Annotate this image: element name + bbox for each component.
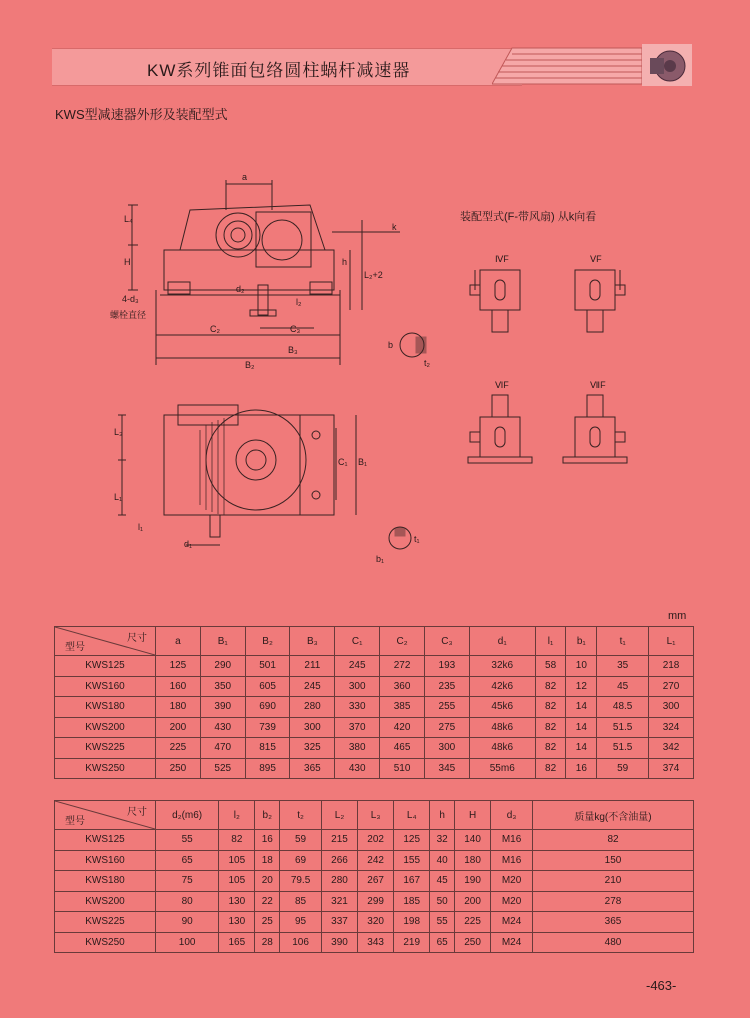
dim-b: b bbox=[388, 340, 394, 350]
table-cell: 321 bbox=[321, 891, 357, 912]
table-cell: 14 bbox=[566, 738, 597, 759]
table-cell: 690 bbox=[245, 697, 290, 718]
table-cell: 280 bbox=[321, 871, 357, 892]
table-cell: M20 bbox=[491, 871, 533, 892]
table2-col-header: d₂(m6) bbox=[156, 801, 219, 830]
table-cell: 59 bbox=[280, 830, 322, 851]
table-cell: 85 bbox=[280, 891, 322, 912]
table-cell: 50 bbox=[430, 891, 455, 912]
table-cell: 324 bbox=[649, 717, 694, 738]
table-cell: 130 bbox=[219, 891, 255, 912]
assembly-title: 装配型式(F-带风扇) 从k向看 bbox=[460, 211, 597, 223]
assembly-label-6f: ⅥF bbox=[495, 380, 509, 390]
table-cell: 130 bbox=[219, 912, 255, 933]
table1-col-header: B₃ bbox=[290, 627, 335, 656]
table-cell: 300 bbox=[424, 738, 469, 759]
dim-l3: L₃ bbox=[114, 427, 123, 437]
table-cell: 105 bbox=[219, 871, 255, 892]
table-cell: 106 bbox=[280, 932, 322, 953]
table-cell: 82 bbox=[535, 717, 566, 738]
table-1-body bbox=[55, 656, 694, 779]
table-2-body bbox=[55, 830, 694, 953]
table-row bbox=[55, 717, 694, 738]
front-view bbox=[128, 180, 400, 365]
table-cell: 337 bbox=[321, 912, 357, 933]
table-row bbox=[55, 697, 694, 718]
dim-b3: B₃ bbox=[288, 345, 298, 355]
table-cell: 198 bbox=[394, 912, 430, 933]
table-cell: 210 bbox=[533, 871, 694, 892]
table-cell: 299 bbox=[358, 891, 394, 912]
top-view bbox=[118, 405, 356, 545]
table-cell: 211 bbox=[290, 656, 335, 677]
table-cell: 82 bbox=[533, 830, 694, 851]
table2-col-header: d₃ bbox=[491, 801, 533, 830]
shaft-key-section-top bbox=[400, 333, 426, 357]
dim-k: k bbox=[392, 222, 397, 232]
table-cell: 35 bbox=[597, 656, 649, 677]
table-cell: 40 bbox=[430, 850, 455, 871]
table-cell: 342 bbox=[649, 738, 694, 759]
table-cell: 300 bbox=[649, 697, 694, 718]
table-cell: KWS250 bbox=[55, 758, 156, 779]
table-cell: 255 bbox=[424, 697, 469, 718]
table-cell: 385 bbox=[380, 697, 425, 718]
table-cell: KWS250 bbox=[55, 932, 156, 953]
table1-col-header: B₂ bbox=[245, 627, 290, 656]
table-cell: M16 bbox=[491, 830, 533, 851]
table-cell: 275 bbox=[424, 717, 469, 738]
dim-l4: L₄ bbox=[124, 214, 133, 224]
table-row bbox=[55, 891, 694, 912]
table1-col-header: B₁ bbox=[200, 627, 245, 656]
table-cell: 180 bbox=[156, 697, 201, 718]
table-cell: 300 bbox=[290, 717, 335, 738]
table1-col-header: C₁ bbox=[335, 627, 380, 656]
table-cell: 739 bbox=[245, 717, 290, 738]
table-cell: 125 bbox=[394, 830, 430, 851]
table-cell: 350 bbox=[200, 676, 245, 697]
table-cell: 470 bbox=[200, 738, 245, 759]
table-cell: 48k6 bbox=[469, 717, 535, 738]
table-cell: 374 bbox=[649, 758, 694, 779]
dim-a: a bbox=[242, 172, 248, 182]
table-cell: 80 bbox=[156, 891, 219, 912]
table-cell: 22 bbox=[255, 891, 280, 912]
table-cell: 272 bbox=[380, 656, 425, 677]
table-cell: 69 bbox=[280, 850, 322, 871]
dim-l2: L₂+2 bbox=[364, 270, 383, 280]
assembly-views bbox=[468, 270, 627, 463]
table2-col-header: H bbox=[455, 801, 491, 830]
table-cell: KWS180 bbox=[55, 697, 156, 718]
table-cell: 325 bbox=[290, 738, 335, 759]
dim-4-d3: 4-d₃ bbox=[122, 294, 139, 304]
table-cell: 430 bbox=[335, 758, 380, 779]
table-cell: 365 bbox=[290, 758, 335, 779]
table-cell: 95 bbox=[280, 912, 322, 933]
table1-col-header: d₁ bbox=[469, 627, 535, 656]
table-cell: 360 bbox=[380, 676, 425, 697]
table-cell: 218 bbox=[649, 656, 694, 677]
table2-col-header: h bbox=[430, 801, 455, 830]
table1-col-header: L₁ bbox=[649, 627, 694, 656]
table-cell: 25 bbox=[255, 912, 280, 933]
table-cell: M24 bbox=[491, 912, 533, 933]
table-cell: 330 bbox=[335, 697, 380, 718]
table-cell: 82 bbox=[219, 830, 255, 851]
table-row bbox=[55, 738, 694, 759]
table-cell: 82 bbox=[535, 676, 566, 697]
table-cell: KWS200 bbox=[55, 891, 156, 912]
table-row bbox=[55, 912, 694, 933]
table-cell: 48.5 bbox=[597, 697, 649, 718]
table-cell: 10 bbox=[566, 656, 597, 677]
table-cell: 280 bbox=[290, 697, 335, 718]
bolt-label: 螺栓直径 bbox=[110, 310, 147, 320]
table-cell: 365 bbox=[533, 912, 694, 933]
table-cell: 605 bbox=[245, 676, 290, 697]
table-cell: 125 bbox=[156, 656, 201, 677]
table-cell: 82 bbox=[535, 758, 566, 779]
table-2-header bbox=[55, 801, 694, 830]
table-cell: 16 bbox=[255, 830, 280, 851]
table-cell: 200 bbox=[156, 717, 201, 738]
table-cell: 390 bbox=[200, 697, 245, 718]
dim-b2: B₂ bbox=[245, 360, 255, 370]
dim-t2: t₂ bbox=[424, 358, 430, 368]
table-cell: 300 bbox=[335, 676, 380, 697]
table-cell: 150 bbox=[533, 850, 694, 871]
table-row bbox=[55, 830, 694, 851]
table-cell: 14 bbox=[566, 717, 597, 738]
page-title: KW系列锥面包络圆柱蜗杆减速器 bbox=[147, 61, 411, 80]
table-cell: KWS225 bbox=[55, 912, 156, 933]
table2-col-header: l₂ bbox=[219, 801, 255, 830]
table-cell: 200 bbox=[455, 891, 491, 912]
table-cell: 42k6 bbox=[469, 676, 535, 697]
table2-col-header: b₂ bbox=[255, 801, 280, 830]
table-row bbox=[55, 758, 694, 779]
table-cell: 480 bbox=[533, 932, 694, 953]
table-cell: 250 bbox=[455, 932, 491, 953]
table-cell: KWS225 bbox=[55, 738, 156, 759]
dimension-table-2 bbox=[54, 800, 694, 953]
table-cell: 165 bbox=[219, 932, 255, 953]
table-cell: 79.5 bbox=[280, 871, 322, 892]
table-cell: 193 bbox=[424, 656, 469, 677]
table-cell: 32 bbox=[430, 830, 455, 851]
table2-col-header: L₂ bbox=[321, 801, 357, 830]
table-row bbox=[55, 676, 694, 697]
table-cell: M24 bbox=[491, 932, 533, 953]
table-cell: 278 bbox=[533, 891, 694, 912]
table-cell: 155 bbox=[394, 850, 430, 871]
table-cell: 245 bbox=[290, 676, 335, 697]
table-cell: 345 bbox=[424, 758, 469, 779]
table-cell: KWS125 bbox=[55, 656, 156, 677]
dim-l1: L₁ bbox=[114, 492, 123, 502]
table-row bbox=[55, 850, 694, 871]
table-cell: 510 bbox=[380, 758, 425, 779]
dim-c3: C₃ bbox=[290, 324, 301, 334]
table-2-corner: 尺寸 型号 bbox=[55, 801, 156, 830]
table-row bbox=[55, 656, 694, 677]
dim-l1-shaft: l₁ bbox=[138, 522, 144, 532]
dim-h-small: h bbox=[342, 257, 348, 267]
table-cell: 267 bbox=[358, 871, 394, 892]
table-cell: 16 bbox=[566, 758, 597, 779]
table-cell: 430 bbox=[200, 717, 245, 738]
table-cell: 320 bbox=[358, 912, 394, 933]
table-cell: 20 bbox=[255, 871, 280, 892]
dim-t1: t₁ bbox=[414, 534, 420, 544]
table-cell: 167 bbox=[394, 871, 430, 892]
dim-c2: C₂ bbox=[210, 324, 220, 334]
assembly-label-7f: ⅦF bbox=[590, 380, 606, 390]
table-cell: 266 bbox=[321, 850, 357, 871]
table-cell: KWS160 bbox=[55, 676, 156, 697]
table-cell: 28 bbox=[255, 932, 280, 953]
shaft-key-section-bottom bbox=[389, 527, 411, 549]
table-cell: 45 bbox=[430, 871, 455, 892]
dim-h-upper: H bbox=[124, 257, 131, 267]
table-cell: 55 bbox=[430, 912, 455, 933]
table-cell: 250 bbox=[156, 758, 201, 779]
table-cell: KWS125 bbox=[55, 830, 156, 851]
table-cell: 55m6 bbox=[469, 758, 535, 779]
table-1-corner: 尺寸 型号 bbox=[55, 627, 156, 656]
table-cell: 202 bbox=[358, 830, 394, 851]
table-cell: 51.5 bbox=[597, 717, 649, 738]
table-cell: 242 bbox=[358, 850, 394, 871]
assembly-label-4f: ⅣF bbox=[495, 254, 509, 264]
table-cell: KWS200 bbox=[55, 717, 156, 738]
table-cell: M20 bbox=[491, 891, 533, 912]
table-cell: 82 bbox=[535, 697, 566, 718]
table-cell: 82 bbox=[535, 738, 566, 759]
table-cell: 59 bbox=[597, 758, 649, 779]
table-cell: 215 bbox=[321, 830, 357, 851]
table-cell: 370 bbox=[335, 717, 380, 738]
table-cell: 18 bbox=[255, 850, 280, 871]
table-cell: 58 bbox=[535, 656, 566, 677]
table1-col-header: C₂ bbox=[380, 627, 425, 656]
table2-col-header: L₃ bbox=[358, 801, 394, 830]
table-row bbox=[55, 932, 694, 953]
table-cell: 32k6 bbox=[469, 656, 535, 677]
table-cell: 245 bbox=[335, 656, 380, 677]
table2-col-header: L₄ bbox=[394, 801, 430, 830]
table-cell: 160 bbox=[156, 676, 201, 697]
dim-d2: d₂ bbox=[236, 284, 245, 294]
unit-label: mm bbox=[668, 610, 687, 622]
dim-b1: B₁ bbox=[358, 457, 368, 467]
table1-col-header: C₃ bbox=[424, 627, 469, 656]
table-cell: 235 bbox=[424, 676, 469, 697]
assembly-label-5f: ⅤF bbox=[590, 254, 602, 264]
table-cell: 65 bbox=[430, 932, 455, 953]
table-cell: 140 bbox=[455, 830, 491, 851]
dim-d1: d₁ bbox=[184, 539, 193, 549]
table-cell: 185 bbox=[394, 891, 430, 912]
table-cell: KWS180 bbox=[55, 871, 156, 892]
table-cell: 100 bbox=[156, 932, 219, 953]
table-cell: 75 bbox=[156, 871, 219, 892]
table-cell: 390 bbox=[321, 932, 357, 953]
table1-col-header: l₁ bbox=[535, 627, 566, 656]
table-cell: 45 bbox=[597, 676, 649, 697]
table-cell: 45k6 bbox=[469, 697, 535, 718]
table-cell: 14 bbox=[566, 697, 597, 718]
table1-col-header: a bbox=[156, 627, 201, 656]
technical-drawing bbox=[60, 160, 700, 580]
page-number: -463- bbox=[646, 978, 677, 993]
table1-col-header: b₁ bbox=[566, 627, 597, 656]
table-cell: 105 bbox=[219, 850, 255, 871]
table-cell: 895 bbox=[245, 758, 290, 779]
dim-c1: C₁ bbox=[338, 457, 348, 467]
table-cell: 225 bbox=[455, 912, 491, 933]
table-cell: 270 bbox=[649, 676, 694, 697]
table-cell: 65 bbox=[156, 850, 219, 871]
section-subtitle: KWS型减速器外形及装配型式 bbox=[55, 107, 228, 122]
dimension-table-1 bbox=[54, 626, 694, 779]
table2-col-header: t₂ bbox=[280, 801, 322, 830]
table-cell: 51.5 bbox=[597, 738, 649, 759]
table-cell: 90 bbox=[156, 912, 219, 933]
table-cell: 465 bbox=[380, 738, 425, 759]
table-cell: 225 bbox=[156, 738, 201, 759]
dim-b1-key: b₁ bbox=[376, 554, 385, 564]
table-cell: 180 bbox=[455, 850, 491, 871]
dim-l2-shaft: l₂ bbox=[296, 297, 302, 307]
table-cell: 290 bbox=[200, 656, 245, 677]
table-cell: 48k6 bbox=[469, 738, 535, 759]
table-cell: 420 bbox=[380, 717, 425, 738]
table-1-header bbox=[55, 627, 694, 656]
reducer-photo-icon bbox=[492, 44, 692, 86]
table-cell: 190 bbox=[455, 871, 491, 892]
table-cell: 380 bbox=[335, 738, 380, 759]
table-cell: 55 bbox=[156, 830, 219, 851]
table-cell: 219 bbox=[394, 932, 430, 953]
table-row bbox=[55, 871, 694, 892]
table1-col-header: t₁ bbox=[597, 627, 649, 656]
table-cell: 525 bbox=[200, 758, 245, 779]
table-cell: 815 bbox=[245, 738, 290, 759]
table-cell: M16 bbox=[491, 850, 533, 871]
table-cell: 501 bbox=[245, 656, 290, 677]
table2-col-header: 质量kg(不含油量) bbox=[533, 801, 694, 830]
table-cell: KWS160 bbox=[55, 850, 156, 871]
table-cell: 343 bbox=[358, 932, 394, 953]
table-cell: 12 bbox=[566, 676, 597, 697]
header-banner bbox=[52, 44, 692, 86]
